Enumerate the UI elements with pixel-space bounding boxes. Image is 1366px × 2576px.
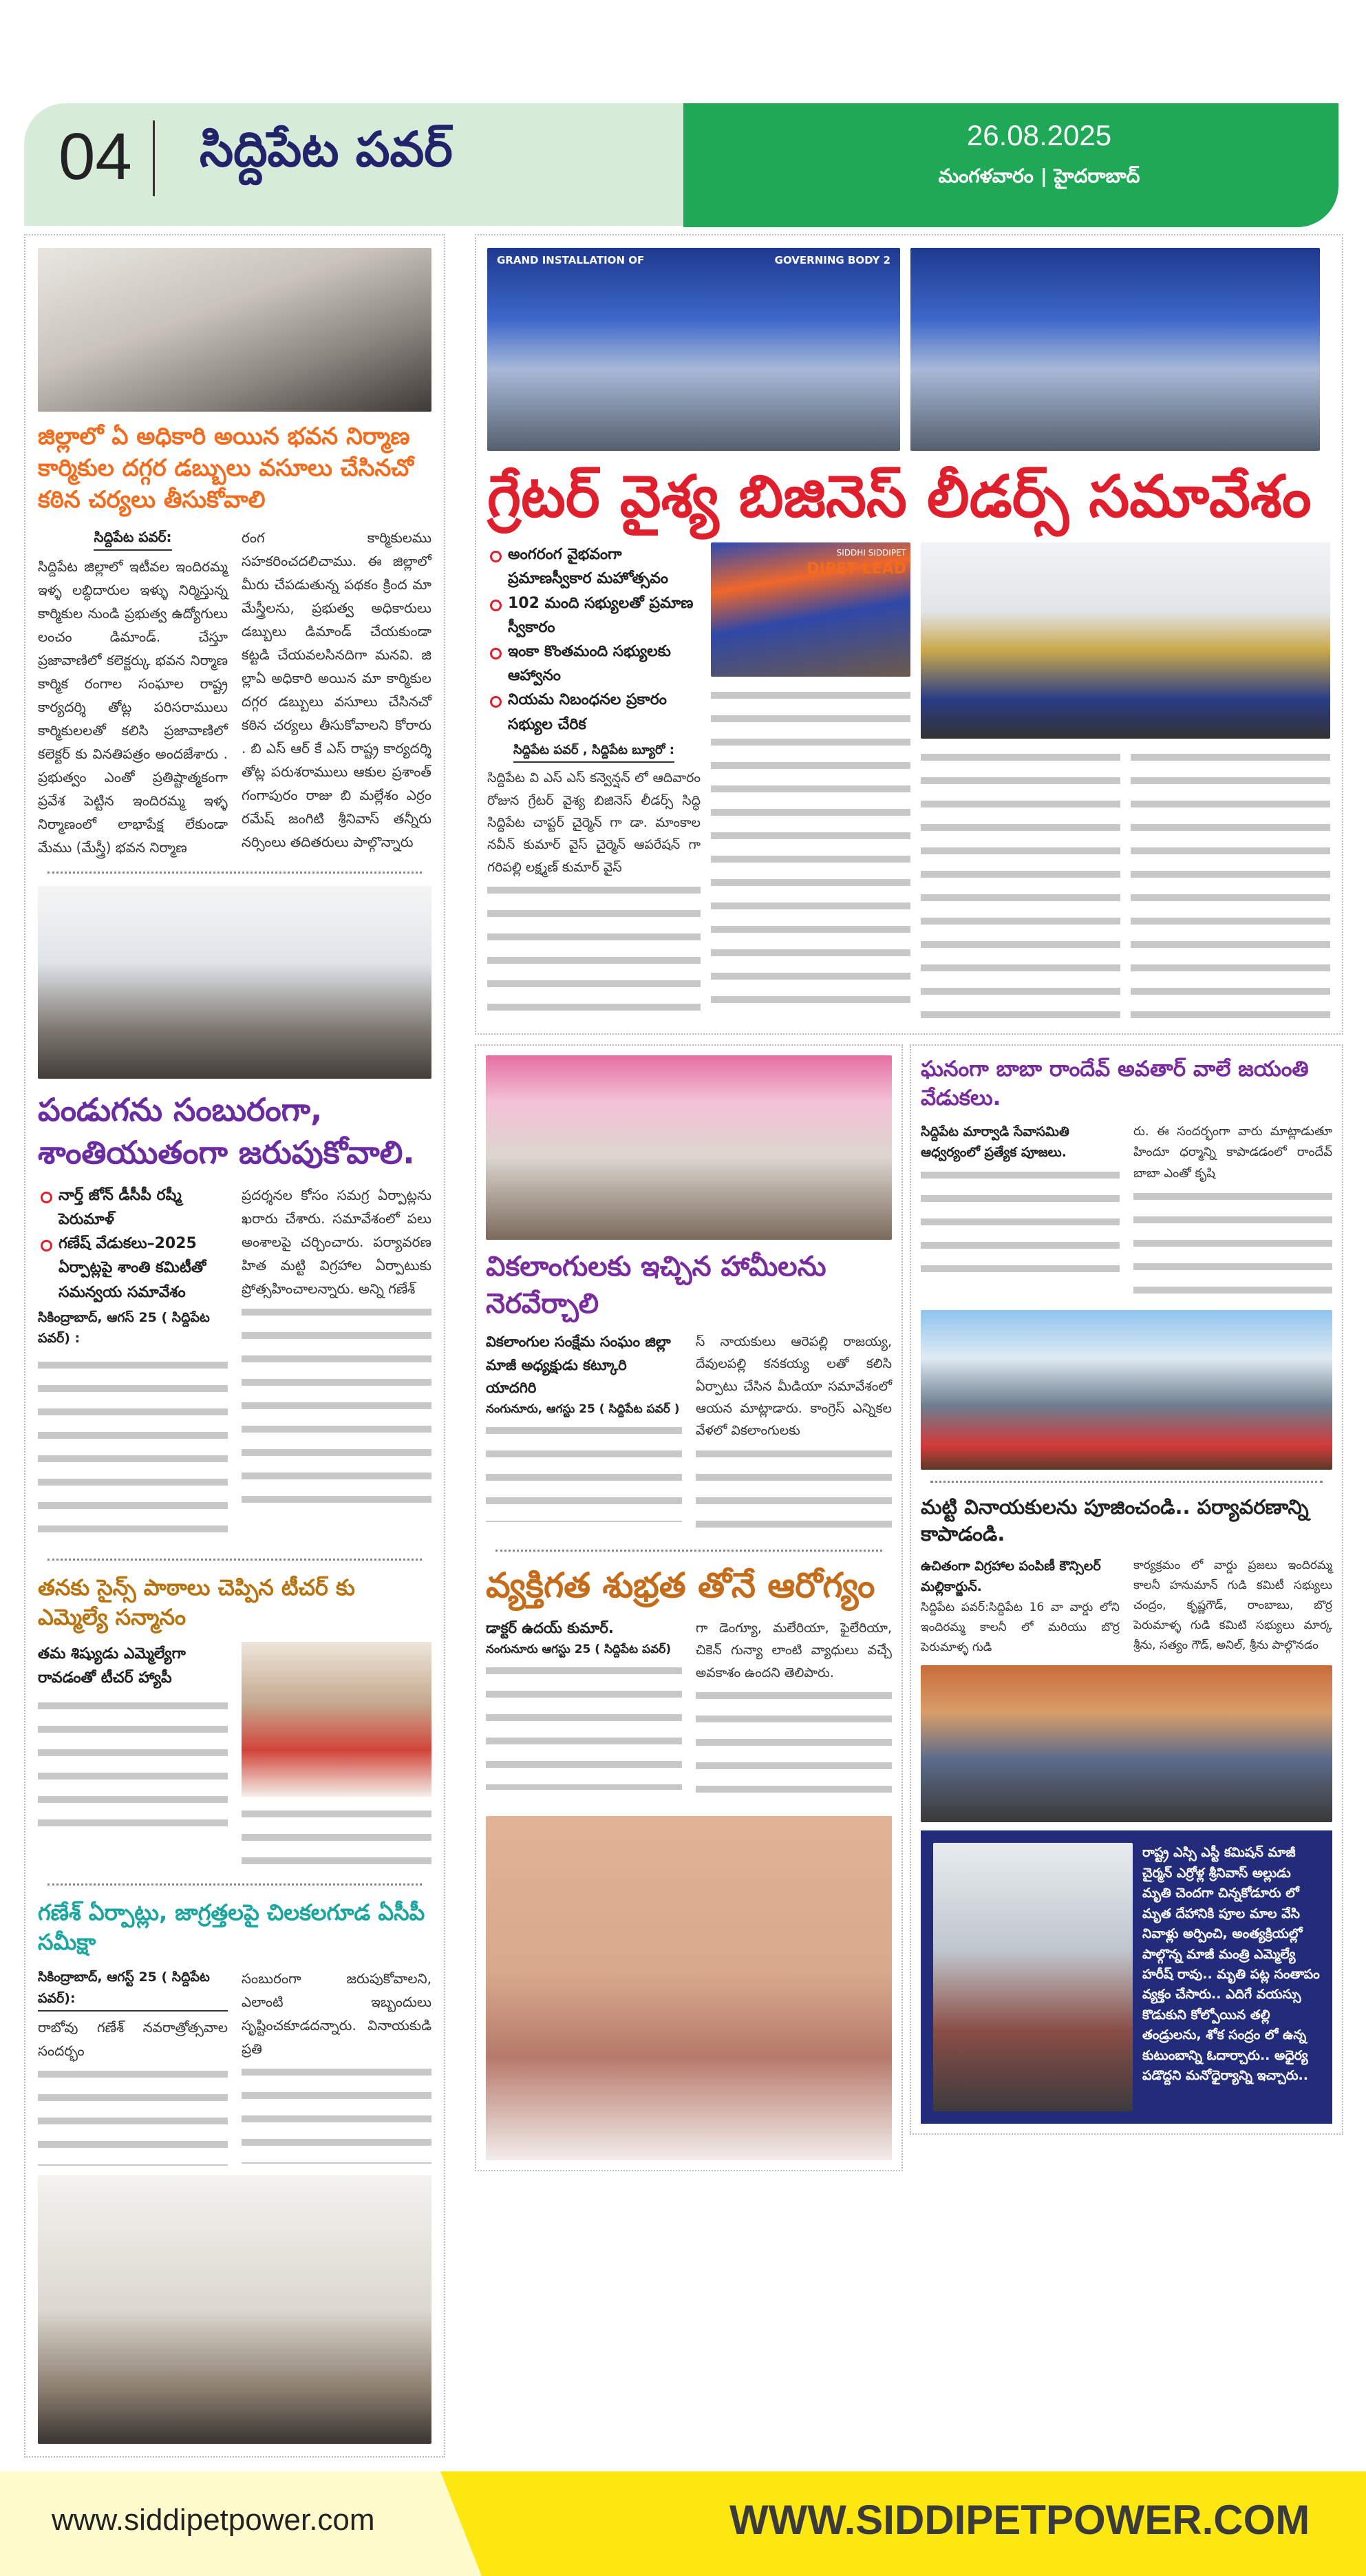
body-text: గా డెంగ్యూ, మలేరియా, ఫైలేరియా, చికెన్ గున్యా లాంటి వ్యాధులు వచ్చే అవకాశం ఉందని తెలిపారు.: [696, 1620, 892, 1680]
lead-body-col1: [487, 542, 701, 1016]
subhead: వికలాంగుల సంక్షేమ సంఘం జిల్లా మాజీ అధ్యక్షుడు కట్కూరి యాదగిరి: [486, 1333, 671, 1397]
body-text-block: [487, 878, 701, 1016]
body-text: సిద్దిపేట వి ఎస్ ఎస్ కన్వెన్షన్ లో ఆదివారం రోజున గ్రేటర్ వైశ్య బిజినెస్ లీడర్స్ సిద్ధి సిద్దిపేట చాప్టర్ చైర్మెన్ గా డా. మాంకాల నవీన్ కుమార్ వైస్ చైర్మెన్ ఆపరేషన్ గా గరిపల్లి లక్ష్మణ్ కుమార్ వైస్: [487, 770, 701, 875]
photo-convention-hall: [921, 542, 1330, 739]
bullet-point: నియమ నిబంధనల ప్రకారం సభ్యుల చేరిక: [487, 688, 701, 736]
story-health-body: [486, 1617, 892, 1808]
body-text-block: [38, 1694, 228, 1832]
photo-peace-committee-meeting: [38, 886, 431, 1079]
footer-band-light: [0, 2471, 1366, 2576]
photo-idol-distribution: [921, 1665, 1332, 1822]
photo-speaker-podium: [711, 542, 910, 677]
body-text-block: [1133, 1185, 1332, 1302]
divider: [930, 1481, 1323, 1483]
body-text-block: [38, 1353, 228, 1546]
byline: సిద్దిపేట పవర్:: [94, 526, 171, 551]
body-text: స్ నాయకులు ఆరెపల్లి రాజయ్య, దేవులపల్లి కనకయ్య లతో కలిసి ఏర్పాటు చేసిన మీడియా సమావేశంలో ఆయన మాట్లాడారు. కాంగ్రెస్ ఎన్నికల వేళలో వికలాంగులకు: [696, 1334, 892, 1439]
body-text-block: [486, 1419, 682, 1522]
footer-website-banner[interactable]: WWW.SIDDIPETPOWER.COM: [729, 2497, 1310, 2544]
photo-disabled-welfare-press-meet: [486, 1055, 892, 1240]
headline-hygiene-health: వ్యక్తిగత శుభ్రత తోనే ఆరోగ్యం: [486, 1565, 875, 1605]
body-text: కార్యక్రమం లో వార్డు ప్రజలు ఇందిరమ్మ కాలనీ హనుమాన్ గుడి కమిటీ సభ్యులు చంద్రం, కృష్ణగౌడ్, రాంబాబు, బొర్ర పెరుమాళ్ళ గుడి కమిటి సభ్యులు మార్క శ్రీను, సత్యం గౌడ్, అనిల్, శ్రీను పాల్గొనడం: [1133, 1558, 1332, 1652]
body-text-block: [242, 1802, 431, 1871]
header-divider: [153, 120, 155, 196]
banner-text: SIDDHI SIDDIPET: [836, 548, 906, 558]
body-text: రంగ కార్మికులము సహకరించదలిచాము. ఈ జిల్లాలో మీరు చేపడుతున్న పథకం క్రింద మా మేస్త్రీలను, ప్రభుత్వ అధికారులు డబ్బులు డిమాండ్ చేయకుండా కట్టడి చేయవలసినదిగా మనవి. జి ల్లాఏ అధికారి అయిన మా కార్మికుల దగ్గర డబ్బులు వసూలు చేసినచో కఠిన చర్యలు తీసుకోవాలని కోరారు . బి ఎస్ ఆర్ కే ఎస్ రాష్ట్ర కార్యదర్శి తోట్ల పరుశరాములు ఆకుల ప్రశాంత్ గంగాపురం రాజు బి మల్లేశం ఎర్రం రమేష్ జంగిటి శ్రీనివాస్ తన్నీరు నర్సింలు తదితరులు పాల్గొన్నారు: [242, 529, 431, 850]
subhead-teacher-happy: తమ శిష్యుడు ఎమ్మెల్యేగా రావడంతో టీచర్ హ్యాపీ: [38, 1645, 186, 1687]
body-text-block: [921, 746, 1120, 1021]
page-content: [24, 234, 1343, 2458]
body-text: రాబోవు గణేశ్ నవరాత్రోత్సవాల సందర్భం: [38, 2019, 228, 2060]
bullet-point: గణేష్ వేడుకలు–2025 ఏర్పాట్లపై శాంతి కమిటీతో సమన్వయ సమావేశం: [38, 1232, 228, 1305]
story-ramdev-body: [921, 1121, 1332, 1302]
footer-website-link[interactable]: www.siddipetpower.com: [52, 2503, 375, 2537]
banner-text: GOVERNING BODY 2: [774, 254, 890, 266]
photo-harish-rao-condolence: [933, 1843, 1133, 2111]
story-construction-workers-body: [38, 526, 431, 859]
banner-text: DIPET LEAD: [807, 560, 906, 578]
story-festival-body: [38, 1183, 431, 1546]
story-disabled-body: [486, 1331, 892, 1538]
byline: సికింద్రాబాద్, ఆగస్ట్ 25 ( సిద్దిపేట పవర్):: [38, 1967, 228, 2012]
page-header: [0, 103, 1366, 234]
lead-body-col3: [921, 542, 1330, 1021]
headline-ramdev-jayanti: ఘనంగా బాబా రాందేవ్ అవతార్ వాలే జయంతి వేడుకలు.: [921, 1057, 1309, 1111]
body-text: సంబురంగా జరుపుకోవాలని, ఎలాంటి ఇబ్బందులు సృష్టించకూడదన్నారు. వినాయకుడి ప్రతి: [242, 1970, 431, 2058]
condolence-text: రాష్ట్ర ఎస్సి ఎస్టీ కమిషన్ మాజీ చైర్మన్ ఎర్రోళ్ల శ్రీనివాస్ అల్లుడు మృతి చెందగా చిన్నకోడూరు లో మృత దేహానికి పూల మాల వేసి నివాళ్లు అర్పించి, అంత్యక్రియల్లో పాల్గొన్న మాజీ మంత్రి ఎమ్మెల్యే హరీష్ రావు.. మృతి పట్ల సంతాపం వ్యక్తం చేసారు.. ఎదిగే వయస్సు కొడుకుని కోల్పోయిన తల్లి తండ్రులను, శోక సంద్రం లో ఉన్న కుటుంబాన్ని ఓదార్చారు.. అధైర్య పడొద్దని మనోధైర్యాన్ని ఇచ్చారు..: [1142, 1845, 1320, 2084]
lead-body-col2: [711, 542, 910, 1014]
lead-body-row: [487, 542, 1331, 1021]
body-text: ప్రదర్శనల కోసం సమగ్ర ఏర్పాట్లను ఖరారు చేశారు. సమావేశంలో పలు అంశాలపై చర్చించారు. పర్యావరణ హిత మట్టి విగ్రహాల ఏర్పాటుకు ప్రోత్సహించాలన్నారు. అన్ని గణేశ్: [242, 1186, 431, 1297]
body-text-block: [921, 1163, 1120, 1287]
body-text: రు. ఈ సందర్భంగా వారు మాట్లాడుతూ హిందూ ధర్మాన్ని కాపాడడంలో రాందేవ్ బాబా ఎంతో కృషి: [1133, 1123, 1332, 1181]
photo-acp-review-meeting: [38, 2175, 431, 2444]
headline-ganesh-acp-review: గణేశ్ ఏర్పాట్లు, జాగ్రత్తలపై చిలకలగూడ ఏసీపీ సమీక్షా: [38, 1899, 425, 1956]
headline-construction-workers: జిల్లాలో ఏ అధికారి అయిన భవన నిర్మాణ కార్మికుల దగ్గర డబ్బులు వసూలు చేసినచో కఠిన చర్యలు తీసుకోవాలి: [38, 423, 414, 514]
bullet-point: నార్త్ జోన్ డీసీపీ రష్మీ పెరుమాళ్: [38, 1183, 228, 1232]
headline-festival-peacefully: పండుగను సంబురంగా, శాంతియుతంగా జరుపుకోవాలి.: [38, 1090, 415, 1171]
right-side: [475, 234, 1343, 2171]
subhead: డాక్టర్ ఉదయ్ కుమార్.: [486, 1620, 614, 1637]
body-text-block: [1131, 746, 1330, 1021]
byline: సిద్దిపేట పవర్ , సిద్దిపేట బ్యూరో :: [513, 741, 674, 763]
byline: సికింద్రాబాద్, ఆగస్ 25 ( సిద్దిపేట పవర్) :: [38, 1309, 210, 1347]
body-text-block: [486, 1659, 682, 1790]
headline-clay-ganesh: మట్టి వినాయకులను పూజించండి.. పర్యావరణాన్ని కాపాడండి.: [921, 1495, 1309, 1545]
story-teacher-body: [38, 1642, 431, 1871]
divider: [495, 1550, 882, 1552]
photo-banner: [711, 542, 910, 584]
lead-photo-row: [487, 248, 1331, 451]
body-text: సిద్దిపేట జిల్లాలో ఇటీవల ఇందిరమ్మ ఇళ్ళ లబ్ధిదారుల ఇళ్ళు నిర్మిస్తున్న కార్మికుల నుండి ప్రభుత్వ ఉద్యోగులు లంచం డిమాండ్. చేస్తూ ప్రజావాణిలో కలెక్టర్కు భవన నిర్మాణ కార్మిక రంగాల సంఘాల రాష్ట్ర కార్యదర్శి తోట్ల పరిసరాములు కార్మికులలతో కలిసి ప్రజావాణిలో కలెక్టర్ కు వినతిపత్రం అందజేశారు . ప్రభుత్వం ఎంతో ప్రతిష్టాత్మకంగా ప్రవేశ పెట్టిన ఇందిరమ్మ ఇళ్ళ నిర్మాణంలో లాభాపేక్ష లేకుండా మేము (మేస్త్రీ) భవన నిర్మాణ: [38, 558, 228, 856]
body-text-block: [696, 1442, 892, 1539]
byline: నంగునూరు ఆగస్టు 25 ( సిద్దిపేట పవర్): [486, 1642, 672, 1656]
issue-date: 26.08.2025: [966, 119, 1112, 151]
photo-school-health-checkup: [486, 1816, 892, 2160]
divider: [47, 1883, 422, 1886]
photo-banner: [487, 248, 900, 273]
body-text: సిద్దిపేట పవర్:సిద్దిపేట 16 వా వార్డు లోని ఇందిరమ్మ కాలనీ లో మరియు బొర్ర పెరుమాళ్ళ గుడి: [921, 1600, 1120, 1654]
condolence-box: [921, 1830, 1332, 2124]
divider: [47, 872, 422, 874]
bullet-point: ఇంకా కొంతమంది సభ్యులకు ఆహ్వానం: [487, 640, 701, 688]
banner-text: GRAND INSTALLATION OF: [497, 254, 645, 266]
headline-teacher-honoured: తనకు సైన్స్ పాఠాలు చెప్పిన టీచర్ కు ఎమ్మెల్యే సన్మానం: [38, 1574, 355, 1630]
subhead: ఉచితంగా విగ్రహాల పంపిణీ కౌన్సిలర్ మల్లికార్జున్.: [921, 1558, 1101, 1595]
lower-columns: [475, 1044, 1343, 2171]
body-text-block: [696, 1684, 892, 1808]
body-text-block: [711, 684, 910, 1014]
headline-disabled-promises: వికలాంగులకు ఇచ్చిన హామీలను నెరవేర్చాలి: [486, 1251, 826, 1320]
divider: [47, 1559, 422, 1561]
story-clay-body: [921, 1556, 1332, 1657]
right-column-frame: [910, 1044, 1343, 2135]
bullet-point: అంగరంగ వైభవంగా ప్రమాణస్వీకార మహోత్సవం: [487, 542, 701, 591]
photo-collector-meeting: [38, 248, 431, 412]
masthead-title: సిద్దిపేట పవర్: [200, 121, 453, 178]
photo-ramdev-puja: [921, 1310, 1332, 1470]
body-text-block: [242, 2060, 431, 2164]
photo-mla-with-teacher: [242, 1642, 431, 1797]
photo-oath-ceremony: [487, 248, 900, 451]
left-column-frame: [24, 234, 445, 2458]
body-text-block: [242, 1300, 431, 1507]
issue-day-place: మంగళవారం | హైదరాబాద్: [938, 165, 1140, 187]
page-number: 04: [58, 120, 132, 193]
bullet-point: 102 మంది సభ్యులతో ప్రమాణ స్వీకారం: [487, 591, 701, 640]
lead-story-frame: [475, 234, 1343, 1035]
subhead: సిద్దిపేట మార్వాడి సేవాసమితి ఆధ్వర్యంలో ప్రత్యేక పూజలు.: [921, 1123, 1069, 1161]
lead-headline: గ్రేటర్ వైశ్య బిజినెస్ లీడర్స్ సమావేశం: [487, 463, 1312, 530]
body-text-block: [38, 2062, 228, 2166]
lead-body-text-row: [921, 746, 1330, 1021]
story-acp-body: [38, 1967, 431, 2166]
middle-column-frame: [475, 1044, 903, 2171]
byline: నంగునూరు, ఆగస్టు 25 ( సిద్దిపేట పవర్ ): [486, 1402, 680, 1416]
photo-governing-body-stage: [910, 248, 1320, 451]
